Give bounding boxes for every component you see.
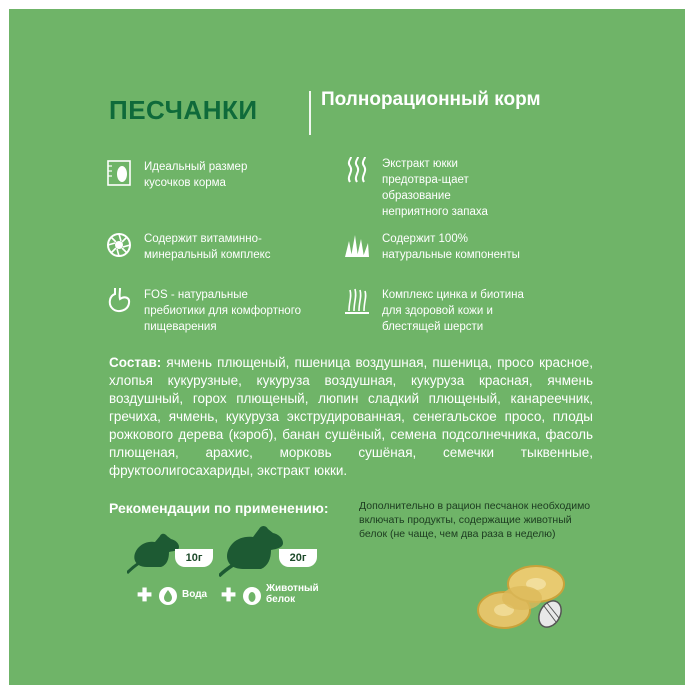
feature-text: Комплекс цинка и биотина для здоровой кожи и блестящей шерсти	[382, 289, 524, 333]
feature-text: Содержит витаминно-минеральный комплекс	[144, 233, 271, 261]
portion-bowl: 10г	[175, 549, 213, 567]
composition-label: Состав:	[109, 355, 162, 370]
composition-text	[109, 354, 593, 480]
gerbil-large-icon	[219, 519, 299, 577]
title-divider	[309, 91, 311, 135]
protein-label: Животный белок	[266, 583, 319, 605]
feature-text: FOS - натуральные пребиотики для комфортного пищеварения	[144, 289, 302, 333]
portion-bowl: 20г	[279, 549, 317, 567]
grass-icon	[344, 231, 370, 259]
recommendations-title: Рекомендации по применению:	[109, 500, 329, 516]
egg-icon	[242, 584, 262, 606]
plus-icon: ✚	[137, 585, 153, 605]
dried-banana-image	[472, 554, 582, 634]
steam-odor-icon	[344, 156, 370, 184]
water-drop-icon	[158, 584, 178, 606]
feature-text: Содержит 100% натуральные компоненты	[382, 233, 520, 261]
water-label: Вода	[182, 589, 208, 600]
seed-size-icon	[106, 159, 132, 187]
page-title: ПЕСЧАНКИ	[109, 95, 258, 125]
vitamin-icon	[106, 231, 132, 259]
stomach-icon	[106, 287, 132, 315]
recommendation-note: Дополнительно в рацион песчанок необходимо включать продукты, содержащие животный белок (не чаще, чем два раза в неделю)	[359, 500, 591, 540]
feature-text: Экстракт юкки предотвра-щает образование неприятного запаха	[382, 158, 488, 218]
composition-body: ячмень плющеный, пшеница воздушная, пшеница, просо красное, хлопья кукурузные, кукуруза воздушная, кукуруза красная, ячмень воздушный, горох плющеный, люпин сладкий плющеный, канареечник, гречиха, ячмень, кукуруза экструдированная, сенегальское просо, плоды рожкового дерева (кэроб), банан сушёный, семена подсолнечника, фасоль плющеная, арахис, морковь сушёная, семечки тыквенные, фруктоолигосахариды, экстракт юкки.	[109, 355, 593, 478]
product-panel	[9, 9, 685, 685]
plus-icon: ✚	[221, 585, 237, 605]
page-subtitle: Полнорационный корм	[321, 89, 541, 110]
hair-icon	[344, 287, 370, 315]
feature-text: Идеальный размер кусочков корма	[144, 161, 248, 189]
